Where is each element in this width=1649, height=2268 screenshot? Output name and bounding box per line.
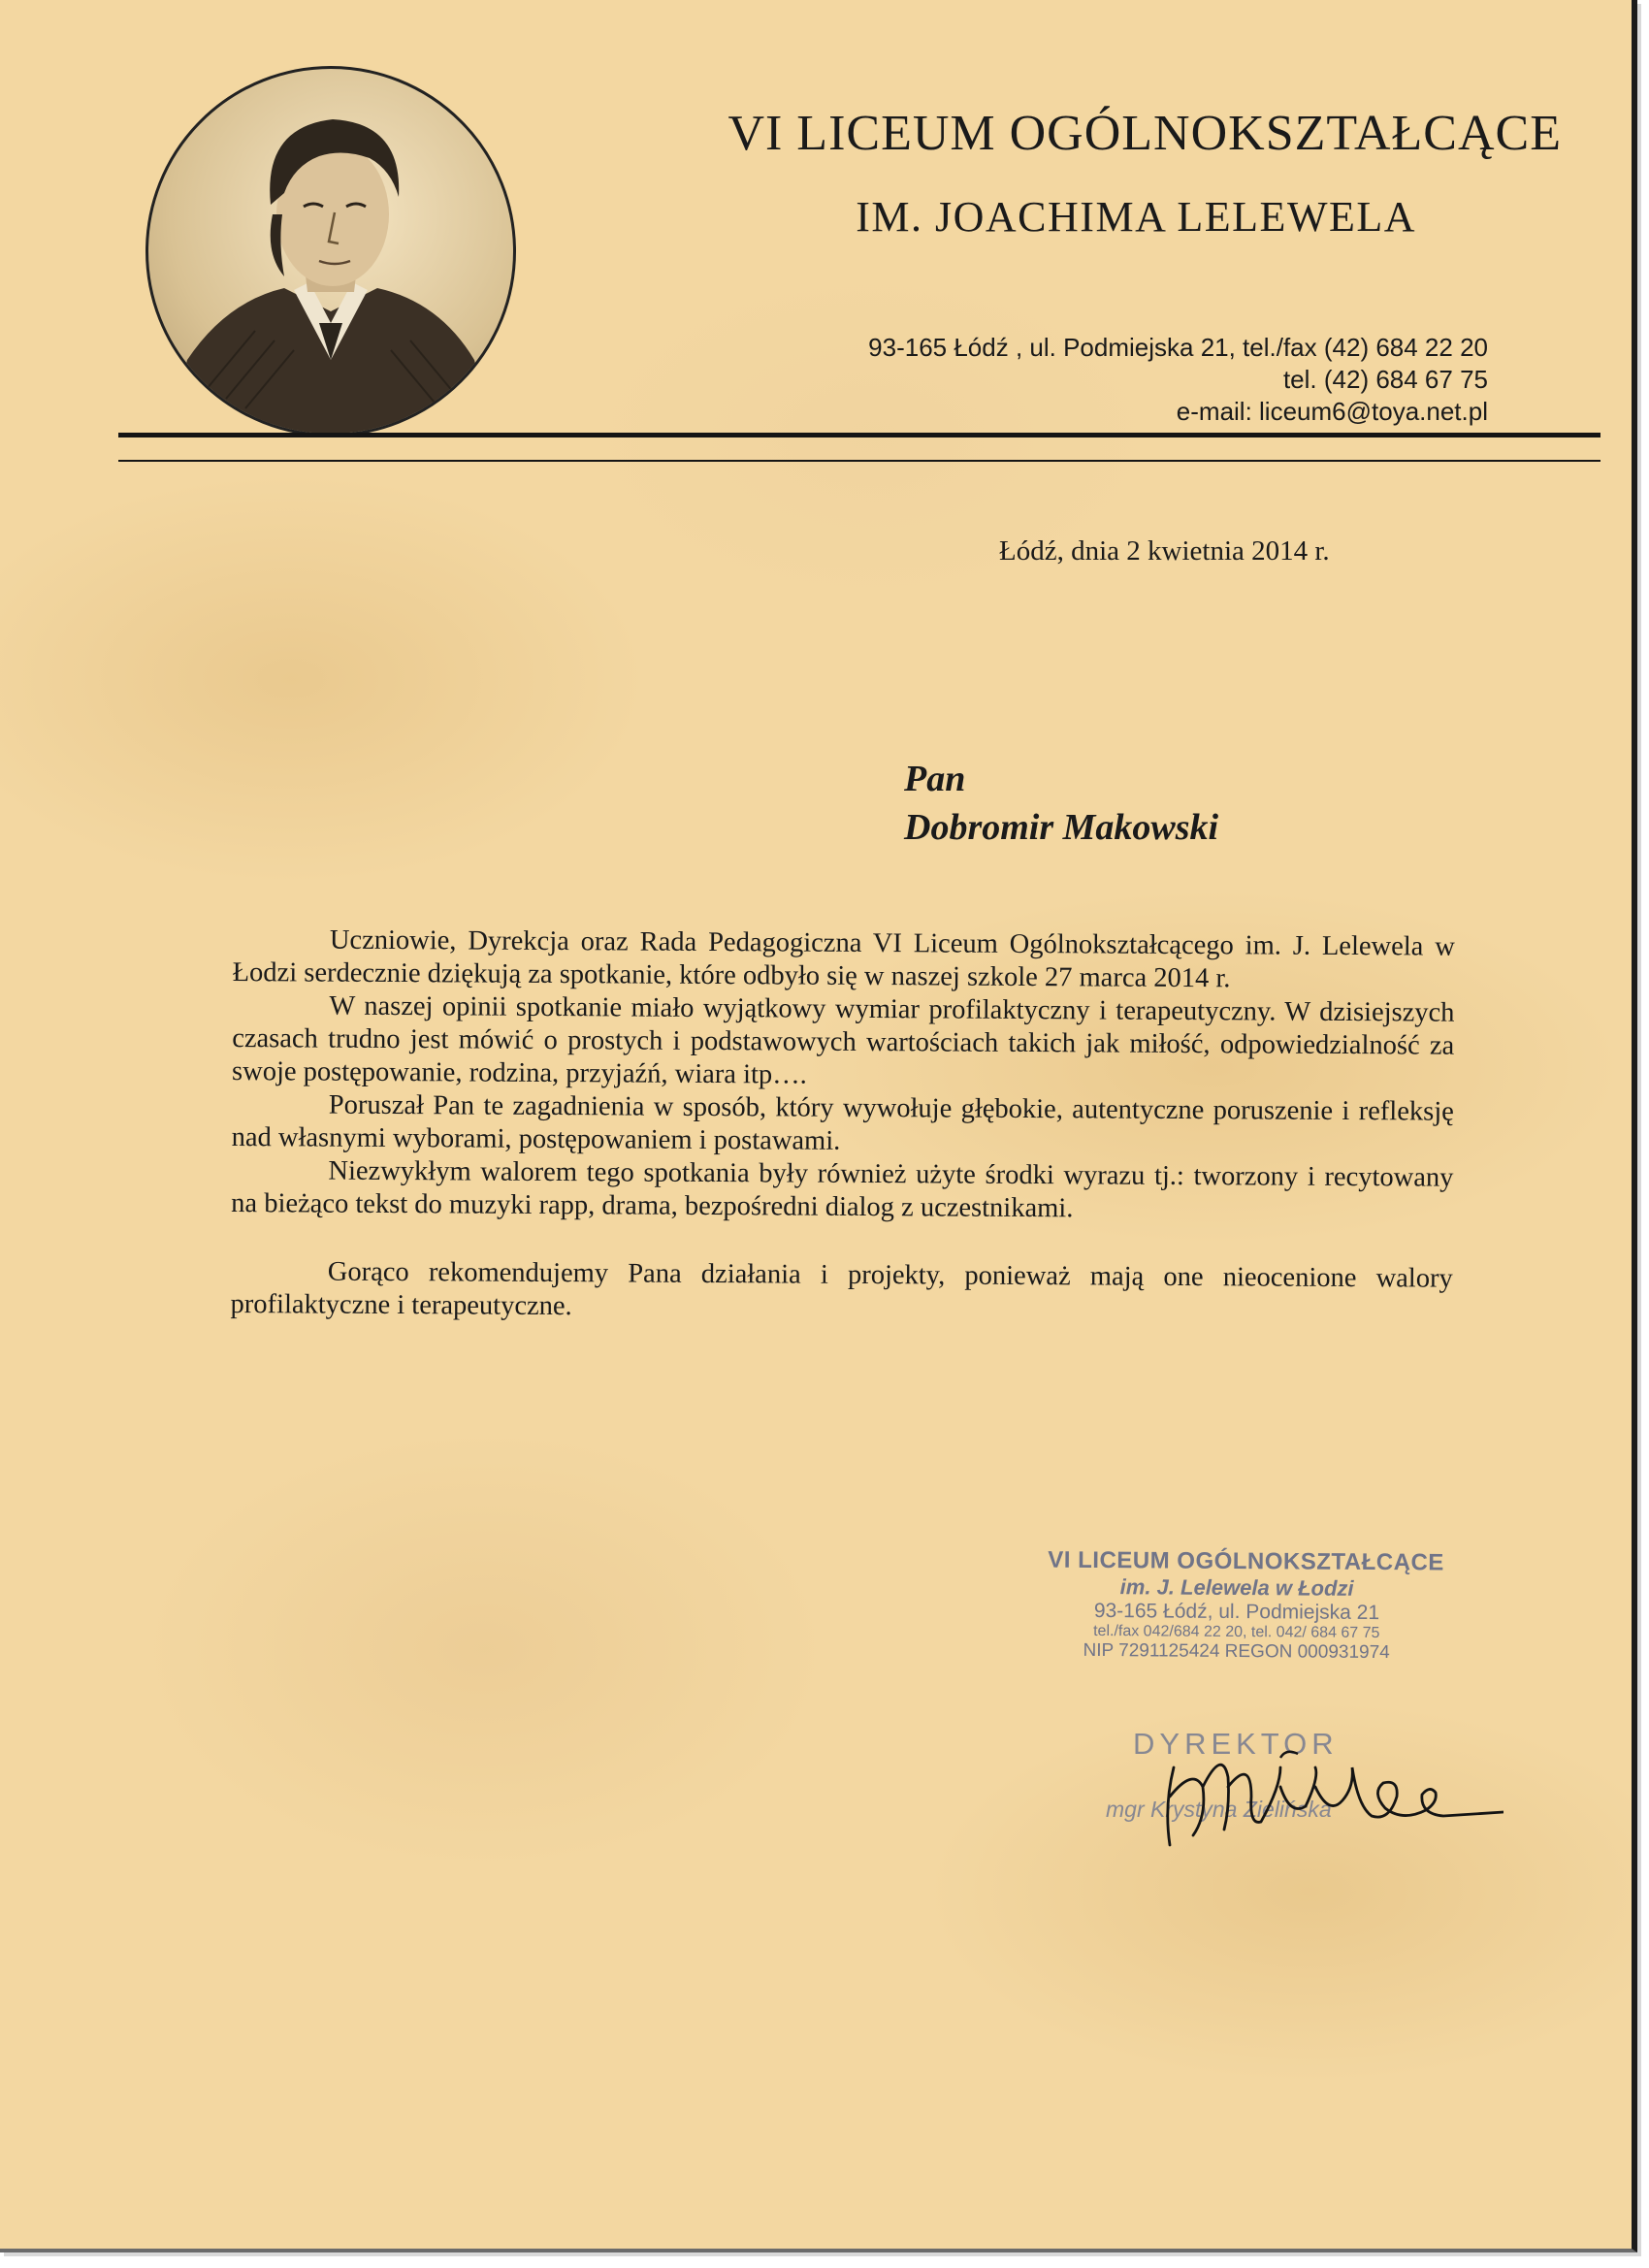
handwritten-signature	[1135, 1729, 1504, 1855]
contact-block	[868, 332, 1488, 428]
body-paragraph: Uczniowie, Dyrekcja oraz Rada Pedagogiczna VI Liceum Ogólnokształcącego im. J. Lelewela w Łodzi serdecznie dziękują za spotkanie, które odbyło się w naszej szkole 27 marca 2014 r.	[232, 924, 1455, 994]
header-divider-thick	[118, 433, 1600, 437]
header-divider-thin	[118, 460, 1600, 462]
contact-phone-line: tel. (42) 684 67 75	[1282, 365, 1488, 394]
body-paragraph: W naszej opinii spotkanie miało wyjątkowy wymiar profilaktyczny i terapeutyczny. W dzisiejszych czasach trudno jest mówić o prostych i podstawowych wartościach takich jak miłość, odpowiedzialność za swoje postępowanie, rodzina, przyjaźń, wiara itp….	[231, 990, 1455, 1090]
school-patron: IM. JOACHIMA LELEWELA	[856, 193, 1416, 241]
stamp-line: tel./fax 042/684 22 20, tel. 042/ 684 67 75	[1093, 1622, 1380, 1642]
body-paragraph: Gorąco rekomendujemy Pana działania i projekty, ponieważ mają one nieocenione walory profilaktyczne i terapeutyczne.	[230, 1256, 1453, 1322]
signature-title: DYREKTOR	[1133, 1727, 1339, 1761]
stamp-line: NIP 7291125424 REGON 000931974	[1083, 1639, 1390, 1664]
stamp-line: 93-165 Łódź, ul. Podmiejska 21	[1093, 1599, 1380, 1625]
portrait-engraving	[148, 69, 513, 434]
body-paragraph: Poruszał Pan te zagadnienia w sposób, który wywołuje głębokie, autentyczne poruszenie i refleksję nad własnymi wyborami, postępowaniem i postawami.	[231, 1089, 1454, 1156]
contact-email-line: e-mail: liceum6@toya.net.pl	[1176, 397, 1488, 426]
addressee-block	[904, 755, 1218, 852]
stamp-line: im. J. Lelewela w Łodzi	[1119, 1574, 1354, 1601]
school-name: VI LICEUM OGÓLNOKSZTAŁCĄCE	[728, 106, 1562, 161]
school-stamp	[1048, 1546, 1444, 1665]
director-name: mgr Krystyna Zielińska	[1106, 1797, 1332, 1822]
contact-address-line: 93-165 Łódź , ul. Podmiejska 21, tel./fax (42) 684 22 20	[868, 333, 1488, 362]
letter-date: Łódź, dnia 2 kwietnia 2014 r.	[999, 535, 1330, 567]
portrait-medallion-icon	[146, 66, 516, 437]
addressee-name: Dobromir Makowski	[904, 807, 1219, 848]
letter-body	[230, 923, 1454, 1329]
stamp-line: VI LICEUM OGÓLNOKSZTAŁCĄCE	[1048, 1546, 1444, 1576]
addressee-salutation: Pan	[904, 759, 966, 799]
body-paragraph: Niezwykłym walorem tego spotkania były również użyte środki wyrazu tj.: tworzony i recytowany na bieżąco tekst do muzyki rapp, drama, bezpośredni dialog z uczestnikami.	[231, 1155, 1454, 1224]
